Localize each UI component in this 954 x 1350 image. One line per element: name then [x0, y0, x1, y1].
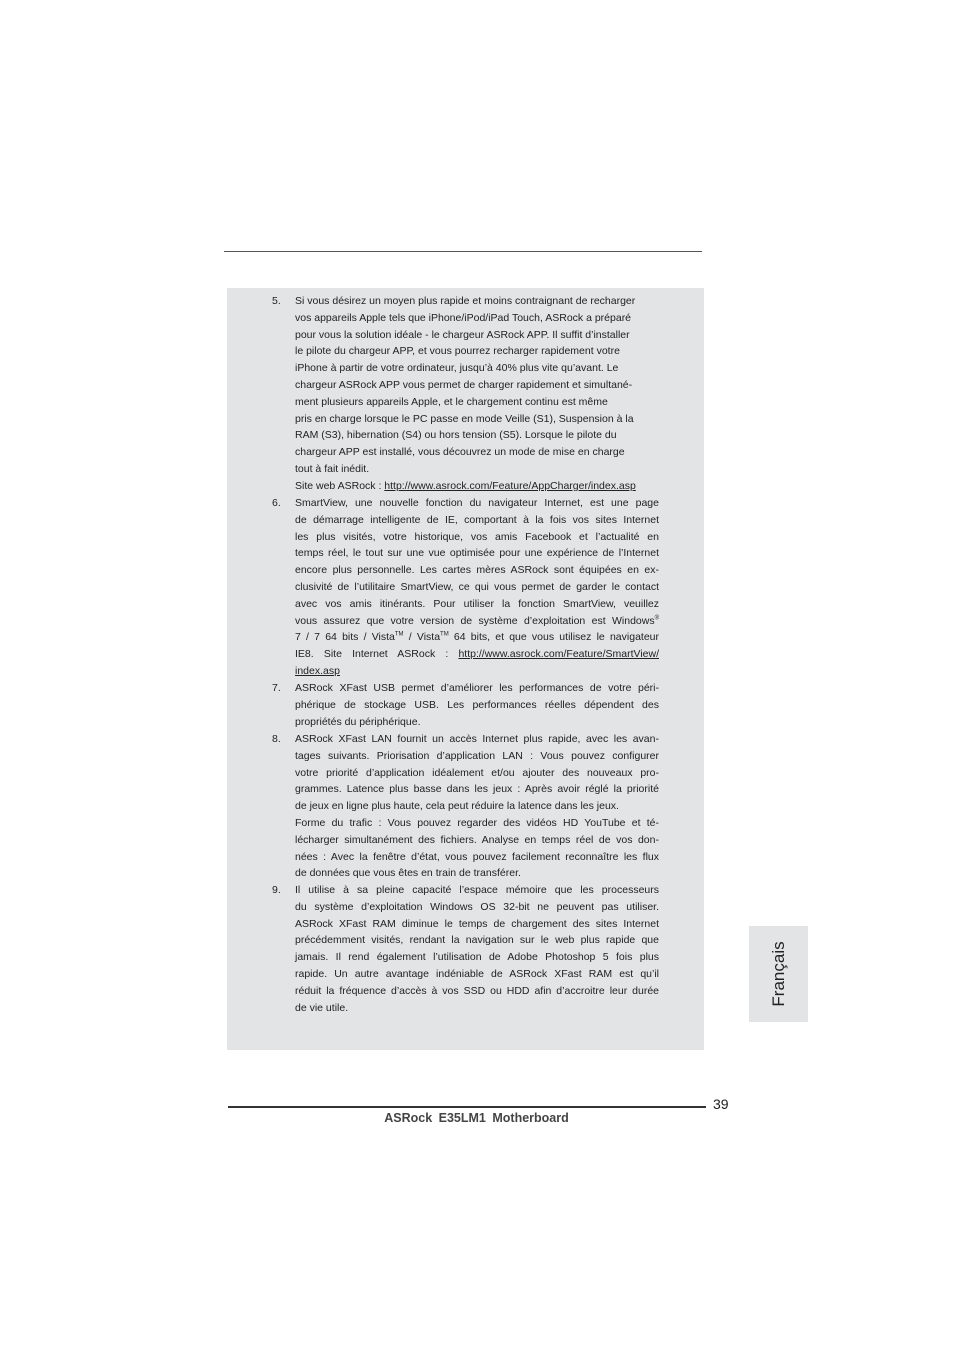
text-line: iPhone à partir de votre ordinateur, jusqu’à 40% plus vite qu’avant. Le: [295, 362, 619, 375]
text-line: le pilote du chargeur APP, et vous pourrez recharger rapidement votre: [295, 345, 620, 358]
text-line: tages suivants. Priorisation d’application LAN : Vous pouvez configurer: [295, 749, 659, 762]
text-line: de démarrage intelligente de IE, comportant à la fois vos sites Internet: [295, 513, 659, 526]
trademark-mark: TM: [440, 631, 449, 638]
text-line: [295, 646, 659, 663]
text-line: nées : Avec la fenêtre d’état, vous pouvez facilement reconnaître les flux: [295, 850, 659, 863]
list-item-number: 8.: [272, 733, 281, 745]
text-line: ASRock XFast LAN fournit un accès Internet plus rapide, avec les avan-: [295, 733, 659, 745]
footer-title: ASRock E35LM1 Motherboard: [384, 1111, 569, 1125]
smartview-link[interactable]: http://www.asrock.com/Feature/SmartView/: [458, 648, 659, 661]
text-fragment: 64 bits, et que vous utilisez le navigateur: [448, 631, 660, 644]
text-line: ment plusieurs appareils Apple, et le chargement continu est même: [295, 395, 608, 408]
text-line: de données que vous êtes en train de transférer.: [295, 867, 521, 880]
smartview-link-end[interactable]: index.asp: [295, 664, 340, 677]
footer-divider: [228, 1106, 706, 1108]
text-line: phérique de stockage USB. Les performances réelles dépendent des: [295, 698, 659, 711]
text-fragment: 7 / 7 64 bits / Vista: [295, 631, 395, 644]
text-line: temps réel, le tout sur une vue optimisée pour une expérience de l’Internet: [295, 547, 659, 560]
list-item-text: [295, 293, 659, 495]
text-line: pour vous la solution idéale - le chargeur ASRock APP. Il suffit d’installer: [295, 328, 630, 341]
text-line: jamais. Il rend également l’utilisation de Adobe Photoshop 5 fois plus: [295, 951, 659, 964]
top-divider: [224, 251, 702, 252]
list-item-text: [295, 680, 659, 730]
list-item-number: 9.: [272, 884, 281, 896]
registered-mark: ®: [654, 615, 659, 622]
text-line: de vie utile.: [295, 1001, 349, 1014]
text-line: [295, 663, 659, 680]
text-line: RAM (S3), hibernation (S4) ou hors tension (S5). Lorsque le pilote du: [295, 429, 617, 442]
text-fragment: vous assurez que votre version de système d’exploitation est Windows: [295, 614, 655, 627]
text-line: du système d’exploitation Windows OS 32-bit ne peuvent pas utiliser.: [295, 900, 659, 913]
trademark-mark: TM: [394, 631, 404, 638]
text-line: [295, 629, 659, 646]
text-line: de jeux en ligne plus haute, cela peut réduire la latence dans les jeux.: [295, 800, 619, 813]
list-item-text: [295, 731, 659, 882]
text-line: rapide. Un autre avantage indéniable de ASRock XFast RAM est qu’il: [295, 967, 659, 980]
content-panel: [227, 288, 704, 1050]
site-line: [295, 478, 659, 495]
list-item-text: [295, 882, 659, 1016]
text-line: SmartView, une nouvelle fonction du navigateur Internet, est une page: [295, 497, 659, 509]
list-item-text: [295, 495, 659, 680]
text-line: Si vous désirez un moyen plus rapide et moins contraignant de recharger: [295, 295, 636, 307]
list-item-number: 5.: [272, 295, 281, 307]
appcharger-link[interactable]: http://www.asrock.com/Feature/AppCharger/index.asp: [384, 479, 636, 492]
page-number: 39: [713, 1096, 729, 1112]
text-line: [295, 613, 659, 630]
language-tab: [749, 926, 808, 1022]
text-line: tout à fait inédit.: [295, 462, 370, 475]
text-line: votre priorité d’application idéalement et/ou ajouter des nouveaux pro-: [295, 766, 659, 779]
text-line: chargeur APP est installé, vous découvrez un mode de mise en charge: [295, 446, 625, 459]
list-item-number: 6.: [272, 497, 281, 509]
text-line: vos appareils Apple tels que iPhone/iPod/iPad Touch, ASRock a préparé: [295, 311, 632, 324]
site-label: Site web ASRock :: [295, 479, 385, 492]
text-line: grammes. Latence plus basse dans les jeux : Après avoir réglé la priorité: [295, 783, 659, 796]
text-line: ASRock XFast USB permet d’améliorer les performances de votre péri-: [295, 682, 659, 694]
text-fragment: / Vista: [403, 631, 441, 644]
text-line: lécharger simultanément des fichiers. Analyse en temps réel de vos don-: [295, 833, 659, 846]
language-tab-label: Français: [768, 941, 788, 1007]
text-line: les plus visités, votre historique, vos amis Facebook et l’actualité en: [295, 530, 659, 543]
text-line: pris en charge lorsque le PC passe en mode Veille (S1), Suspension à la: [295, 412, 634, 425]
text-line: ASRock XFast RAM diminue le temps de chargement des sites Internet: [295, 917, 659, 930]
text-line: Il utilise à sa pleine capacité l’espace mémoire que les processeurs: [295, 884, 659, 896]
text-fragment: IE8. Site Internet ASRock :: [295, 648, 459, 661]
text-line: précédemment visités, rendant la navigation sur le web plus rapide que: [295, 934, 659, 947]
text-line: encore plus personnelle. Les cartes mères ASRock sont équipées en ex-: [295, 564, 659, 577]
text-line: Forme du trafic : Vous pouvez regarder des vidéos HD YouTube et té-: [295, 816, 659, 829]
text-line: avec vos amis itinérants. Pour utiliser la fonction SmartView, veuillez: [295, 597, 659, 610]
list-item-number: 7.: [272, 682, 281, 694]
text-line: chargeur ASRock APP vous permet de charger rapidement et simultané-: [295, 378, 633, 391]
text-line: réduit la fréquence d’accès à vos SSD ou HDD afin d’accroitre leur durée: [295, 984, 659, 997]
text-line: clusivité de l’utilitaire SmartView, ce qui vous permet de garder le contact: [295, 580, 659, 593]
text-line: propriétés du périphérique.: [295, 715, 421, 728]
